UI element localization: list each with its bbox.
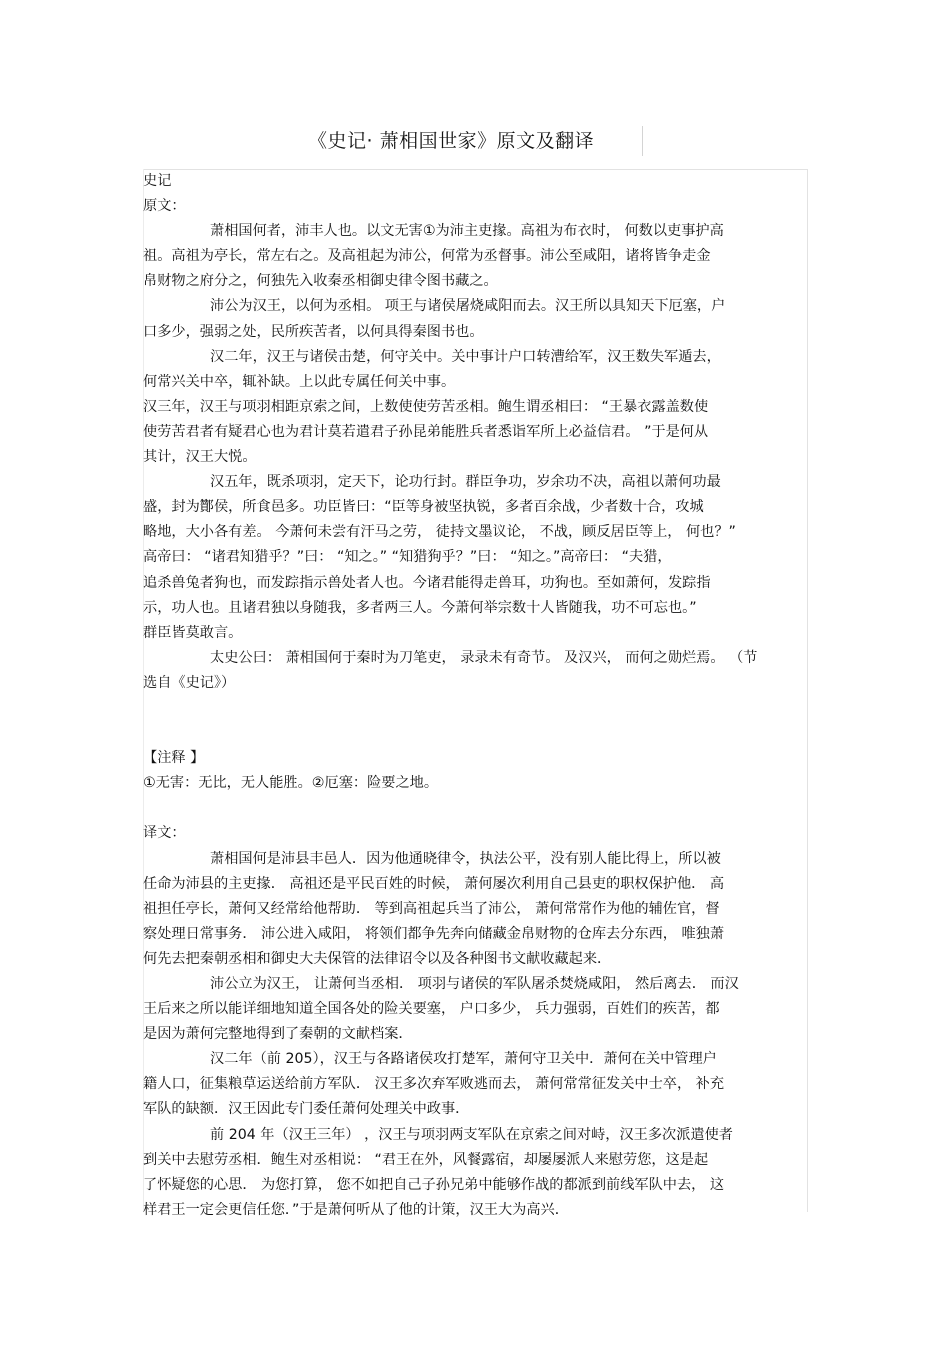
notes-text: ①无害：无比，无人能胜。②厄塞：险要之地。 bbox=[143, 775, 439, 792]
translation-line: 察处理日常事务． 沛公进入咸阳， 将领们都争先奔向储藏金帛财物的仓库去分东西， 唯独萧 bbox=[143, 925, 725, 942]
original-line: 选自《史记》） bbox=[143, 674, 236, 691]
translation-line: 到关中去慰劳丞相．鲍生对丞相说： “君王在外，风餐露宿，却屡屡派人来慰劳您，这是起 bbox=[143, 1151, 709, 1168]
spacer bbox=[143, 796, 807, 821]
page-title: 《史记· 萧相国世家》原文及翻译 bbox=[308, 130, 595, 152]
notes-heading: 【注释 】 bbox=[143, 750, 205, 767]
original-line: 何常兴关中卒，辄补缺。上以此专属任何关中事。 bbox=[143, 373, 456, 390]
translation-line: 萧相国何是沛县丰邑人．因为他通晓律令，执法公平，没有别人能比得上，所以被 bbox=[210, 850, 721, 867]
translation-line: 了怀疑您的心思． 为您打算， 您不如把自己子孙兄弟中能够作战的都派到前线军队中去， 这 bbox=[143, 1176, 725, 1193]
original-line: 群臣皆莫敢言。 bbox=[143, 624, 243, 641]
translation-line: 何先去把秦朝丞相和御史大夫保管的法律诏令以及各种图书文献收藏起来． bbox=[143, 950, 612, 967]
translation-line: 样君王一定会更信任您．”于是萧何听从了他的计策，汉王大为高兴． bbox=[143, 1201, 569, 1218]
original-line: 追杀兽兔者狗也，而发踪指示兽处者人也。今诸君能得走兽耳，功狗也。至如萧何，发踪指 bbox=[143, 574, 711, 591]
original-line: 示，功人也。且诸君独以身随我，多者两三人。今萧何举宗数十人皆随我，功不可忘也。” bbox=[143, 599, 697, 616]
original-line: 太史公曰： 萧相国何于秦时为刀笔吏， 录录未有奇节。 及汉兴， 而何之勋烂焉。 （节 bbox=[210, 649, 758, 666]
original-line: 其计，汉王大悦。 bbox=[143, 449, 257, 466]
original-line: 略地，大小各有差。 今萧何未尝有汗马之劳， 徒持文墨议论， 不战，顾反居臣等上， 何也？” bbox=[143, 524, 736, 541]
title-box bbox=[300, 126, 643, 156]
translation-line: 军队的缺额．汉王因此专门委任萧何处理关中政事． bbox=[143, 1101, 470, 1118]
translation-line: 前 204 年（汉王三年） ，汉王与项羽两支军队在京索之间对峙，汉王多次派遣使者 bbox=[210, 1126, 733, 1143]
heading-original: 原文： bbox=[143, 198, 186, 215]
translation-line: 汉二年（前 205），汉王与各路诸侯攻打楚军，萧何守卫关中．萧何在关中管理户 bbox=[210, 1051, 717, 1068]
heading-translation: 译文： bbox=[143, 825, 186, 842]
translation-line: 籍人口，征集粮草运送给前方军队． 汉王多次弃军败逃而去， 萧何常常征发关中士卒， 补充 bbox=[143, 1076, 725, 1093]
translation-line: 王后来之所以能详细地知道全国各处的险关要塞， 户口多少， 兵力强弱，百姓们的疾苦，都 bbox=[143, 1001, 720, 1018]
original-line: 汉三年，汉王与项羽相距京索之间，上数使使劳苦丞相。鲍生谓丞相曰： “王暴衣露盖数使 bbox=[143, 398, 709, 415]
document-body bbox=[143, 169, 807, 1223]
original-line: 沛公为汉王，以何为丞相。 项王与诸侯屠烧咸阳而去。汉王所以具知天下厄塞，户 bbox=[210, 298, 726, 315]
original-line: 高帝曰： “诸君知猎乎？”曰： “知之。” “知猎狗乎？”曰： “知之。”高帝曰： “夫猎， bbox=[143, 549, 672, 566]
translation-line: 是因为萧何完整地得到了秦朝的文献档案． bbox=[143, 1026, 413, 1043]
spacer bbox=[143, 696, 807, 721]
original-line: 使劳苦君者有疑君心也为君计莫若遣君子孙昆弟能胜兵者悉诣军所上必益信君。 ”于是何从 bbox=[143, 423, 709, 440]
spacer bbox=[143, 721, 807, 746]
translation-line: 沛公立为汉王， 让萧何当丞相． 项羽与诸侯的军队屠杀焚烧咸阳， 然后离去． 而汉 bbox=[210, 976, 739, 992]
heading-shiji: 史记 bbox=[143, 173, 172, 189]
original-line: 萧相国何者，沛丰人也。以文无害①为沛主吏掾。高祖为布衣时， 何数以吏事护高 bbox=[210, 223, 724, 240]
original-line: 祖。高祖为亭长，常左右之。及高祖起为沛公，何常为丞督事。沛公至咸阳，诸将皆争走金 bbox=[143, 248, 711, 265]
original-line: 汉二年，汉王与诸侯击楚，何守关中。关中事计户口转漕给军，汉王数失军遁去， bbox=[210, 348, 721, 365]
original-line: 盛，封为酇侯，所食邑多。功臣皆曰：“臣等身被坚执锐，多者百余战，少者数十合，攻城 bbox=[143, 499, 704, 516]
original-line: 汉五年，既杀项羽，定天下，论功行封。群臣争功，岁余功不决，高祖以萧何功最 bbox=[210, 474, 721, 491]
translation-line: 任命为沛县的主吏掾． 高祖还是平民百姓的时候， 萧何屡次利用自己县吏的职权保护他． 高 bbox=[143, 875, 725, 892]
original-line: 口多少，强弱之处，民所疾苦者，以何具得秦图书也。 bbox=[143, 323, 484, 340]
translation-line: 祖担任亭长，萧何又经常给他帮助． 等到高祖起兵当了沛公， 萧何常常作为他的辅佐官，督 bbox=[143, 900, 720, 917]
original-line: 帛财物之府分之，何独先入收秦丞相御史律令图书藏之。 bbox=[143, 273, 498, 290]
